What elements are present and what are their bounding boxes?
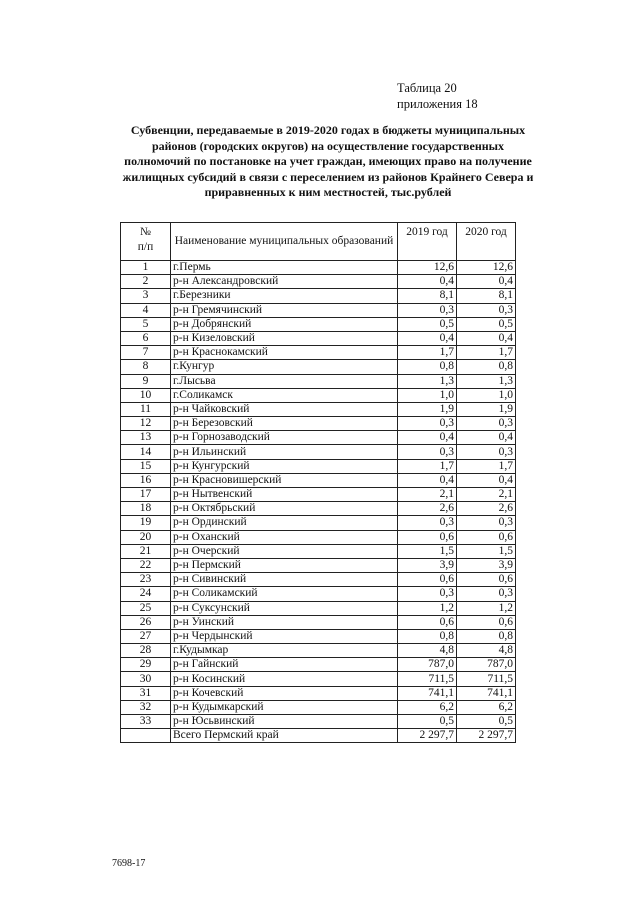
value-2020: 3,9 bbox=[457, 558, 516, 572]
appendix-number: приложения 18 bbox=[397, 97, 478, 111]
value-2019: 2,6 bbox=[398, 502, 457, 516]
value-2019: 1,2 bbox=[398, 601, 457, 615]
table-row bbox=[121, 587, 516, 601]
municipality-name: г.Березники bbox=[171, 289, 398, 303]
row-number: 19 bbox=[121, 516, 171, 530]
value-2020: 1,0 bbox=[457, 388, 516, 402]
value-2019: 1,0 bbox=[398, 388, 457, 402]
value-2019: 0,6 bbox=[398, 615, 457, 629]
municipality-name: г.Лысьва bbox=[171, 374, 398, 388]
municipality-name: г.Пермь bbox=[171, 261, 398, 275]
column-header-2020: 2020 год bbox=[457, 223, 516, 261]
value-2020: 2,1 bbox=[457, 488, 516, 502]
table-row bbox=[121, 289, 516, 303]
value-2020: 0,6 bbox=[457, 573, 516, 587]
row-number: 20 bbox=[121, 530, 171, 544]
municipality-name: р-н Кочевский bbox=[171, 686, 398, 700]
municipality-name: р-н Красновишерский bbox=[171, 473, 398, 487]
row-number: 27 bbox=[121, 629, 171, 643]
value-2019: 0,3 bbox=[398, 516, 457, 530]
municipality-name: р-н Октябрьский bbox=[171, 502, 398, 516]
value-2020: 0,3 bbox=[457, 303, 516, 317]
table-row bbox=[121, 502, 516, 516]
value-2020: 1,2 bbox=[457, 601, 516, 615]
municipality-name: р-н Юсьвинский bbox=[171, 715, 398, 729]
table-row bbox=[121, 459, 516, 473]
row-number: 29 bbox=[121, 658, 171, 672]
table-row bbox=[121, 644, 516, 658]
value-2019: 3,9 bbox=[398, 558, 457, 572]
row-number: 25 bbox=[121, 601, 171, 615]
value-2020: 0,4 bbox=[457, 431, 516, 445]
municipality-name: р-н Ординский bbox=[171, 516, 398, 530]
row-number: 28 bbox=[121, 644, 171, 658]
column-header-number: № п/п bbox=[121, 223, 171, 261]
row-number: 4 bbox=[121, 303, 171, 317]
table-row bbox=[121, 516, 516, 530]
document-title: Субвенции, передаваемые в 2019-2020 годах в бюджеты муниципальных районов (городских округов) на осуществление государственных полномочий по постановке на учет граждан, имеющих право на получение жилищных субсидий в связи с переселением из районов Крайнего Севера и приравненных к ним местностей, тыс.рублей bbox=[122, 123, 534, 199]
row-number: 18 bbox=[121, 502, 171, 516]
row-number: 30 bbox=[121, 672, 171, 686]
value-2019: 12,6 bbox=[398, 261, 457, 275]
row-number: 26 bbox=[121, 615, 171, 629]
value-2019: 1,7 bbox=[398, 346, 457, 360]
municipality-name: р-н Горнозаводский bbox=[171, 431, 398, 445]
value-2019: 1,5 bbox=[398, 544, 457, 558]
value-2020: 1,3 bbox=[457, 374, 516, 388]
table-row bbox=[121, 615, 516, 629]
row-number: 14 bbox=[121, 445, 171, 459]
row-number: 31 bbox=[121, 686, 171, 700]
row-number: 7 bbox=[121, 346, 171, 360]
value-2020: 0,5 bbox=[457, 317, 516, 331]
row-number: 9 bbox=[121, 374, 171, 388]
value-2019: 0,4 bbox=[398, 275, 457, 289]
value-2019: 0,4 bbox=[398, 331, 457, 345]
municipality-name: р-н Добрянский bbox=[171, 317, 398, 331]
table-row bbox=[121, 601, 516, 615]
value-2020: 0,3 bbox=[457, 516, 516, 530]
value-2020: 0,8 bbox=[457, 629, 516, 643]
document-code: 7698-17 bbox=[112, 858, 146, 869]
value-2020: 1,7 bbox=[457, 459, 516, 473]
row-number: 32 bbox=[121, 700, 171, 714]
column-header-2019: 2019 год bbox=[398, 223, 457, 261]
municipality-name: р-н Соликамский bbox=[171, 587, 398, 601]
value-2019: 711,5 bbox=[398, 672, 457, 686]
municipality-name: р-н Кунгурский bbox=[171, 459, 398, 473]
municipality-name: р-н Кудымкарский bbox=[171, 700, 398, 714]
table-header-row bbox=[121, 223, 516, 261]
row-number: 2 bbox=[121, 275, 171, 289]
value-2019: 0,8 bbox=[398, 360, 457, 374]
value-2020: 0,3 bbox=[457, 417, 516, 431]
table-row bbox=[121, 573, 516, 587]
table-row bbox=[121, 629, 516, 643]
value-2019: 2 297,7 bbox=[398, 729, 457, 743]
municipality-name: р-н Чердынский bbox=[171, 629, 398, 643]
table-row bbox=[121, 360, 516, 374]
value-2019: 6,2 bbox=[398, 700, 457, 714]
value-2020: 0,4 bbox=[457, 473, 516, 487]
value-2020: 0,8 bbox=[457, 360, 516, 374]
value-2020: 12,6 bbox=[457, 261, 516, 275]
value-2019: 1,7 bbox=[398, 459, 457, 473]
table-row bbox=[121, 275, 516, 289]
row-number: 33 bbox=[121, 715, 171, 729]
value-2019: 0,5 bbox=[398, 317, 457, 331]
value-2020: 2,6 bbox=[457, 502, 516, 516]
value-2019: 1,3 bbox=[398, 374, 457, 388]
value-2020: 0,5 bbox=[457, 715, 516, 729]
value-2019: 0,4 bbox=[398, 473, 457, 487]
municipality-name: р-н Гремячинский bbox=[171, 303, 398, 317]
value-2019: 8,1 bbox=[398, 289, 457, 303]
table-total-row bbox=[121, 729, 516, 743]
municipality-name: р-н Нытвенский bbox=[171, 488, 398, 502]
municipality-name: р-н Краснокамский bbox=[171, 346, 398, 360]
value-2020: 2 297,7 bbox=[457, 729, 516, 743]
table-row bbox=[121, 346, 516, 360]
municipality-name: г.Соликамск bbox=[171, 388, 398, 402]
row-number: 15 bbox=[121, 459, 171, 473]
value-2019: 0,6 bbox=[398, 573, 457, 587]
value-2019: 0,4 bbox=[398, 431, 457, 445]
table-row bbox=[121, 558, 516, 572]
value-2019: 0,5 bbox=[398, 715, 457, 729]
value-2019: 0,3 bbox=[398, 417, 457, 431]
value-2020: 6,2 bbox=[457, 700, 516, 714]
table-row bbox=[121, 431, 516, 445]
table-row bbox=[121, 544, 516, 558]
value-2020: 787,0 bbox=[457, 658, 516, 672]
value-2019: 0,3 bbox=[398, 445, 457, 459]
municipality-name: р-н Гайнский bbox=[171, 658, 398, 672]
value-2020: 4,8 bbox=[457, 644, 516, 658]
table-row bbox=[121, 530, 516, 544]
row-number: 6 bbox=[121, 331, 171, 345]
row-number: 13 bbox=[121, 431, 171, 445]
table-reference bbox=[397, 80, 478, 112]
row-number bbox=[121, 729, 171, 743]
table-row bbox=[121, 700, 516, 714]
municipality-name: г.Кунгур bbox=[171, 360, 398, 374]
table-number: Таблица 20 bbox=[397, 81, 457, 95]
value-2019: 0,8 bbox=[398, 629, 457, 643]
value-2020: 711,5 bbox=[457, 672, 516, 686]
value-2020: 1,7 bbox=[457, 346, 516, 360]
municipality-name: р-н Чайковский bbox=[171, 402, 398, 416]
municipality-name: р-н Березовский bbox=[171, 417, 398, 431]
value-2020: 0,4 bbox=[457, 331, 516, 345]
row-number: 5 bbox=[121, 317, 171, 331]
row-number: 23 bbox=[121, 573, 171, 587]
value-2020: 8,1 bbox=[457, 289, 516, 303]
municipality-name: г.Кудымкар bbox=[171, 644, 398, 658]
table-row bbox=[121, 402, 516, 416]
table-row bbox=[121, 374, 516, 388]
table-row bbox=[121, 388, 516, 402]
value-2020: 0,4 bbox=[457, 275, 516, 289]
value-2020: 1,5 bbox=[457, 544, 516, 558]
row-number: 21 bbox=[121, 544, 171, 558]
municipality-name: р-н Александровский bbox=[171, 275, 398, 289]
row-number: 22 bbox=[121, 558, 171, 572]
value-2019: 2,1 bbox=[398, 488, 457, 502]
row-number: 10 bbox=[121, 388, 171, 402]
row-number: 3 bbox=[121, 289, 171, 303]
value-2019: 4,8 bbox=[398, 644, 457, 658]
value-2020: 0,3 bbox=[457, 445, 516, 459]
value-2019: 0,6 bbox=[398, 530, 457, 544]
row-number: 16 bbox=[121, 473, 171, 487]
value-2020: 0,6 bbox=[457, 615, 516, 629]
municipality-name: р-н Кизеловский bbox=[171, 331, 398, 345]
value-2019: 1,9 bbox=[398, 402, 457, 416]
table-row bbox=[121, 686, 516, 700]
table-row bbox=[121, 331, 516, 345]
value-2019: 0,3 bbox=[398, 303, 457, 317]
table-row bbox=[121, 658, 516, 672]
row-number: 1 bbox=[121, 261, 171, 275]
value-2019: 787,0 bbox=[398, 658, 457, 672]
table-row bbox=[121, 473, 516, 487]
municipality-name: р-н Сивинский bbox=[171, 573, 398, 587]
row-number: 17 bbox=[121, 488, 171, 502]
value-2020: 0,3 bbox=[457, 587, 516, 601]
table-row bbox=[121, 488, 516, 502]
table-row bbox=[121, 317, 516, 331]
municipality-name: р-н Суксунский bbox=[171, 601, 398, 615]
row-number: 12 bbox=[121, 417, 171, 431]
value-2019: 0,3 bbox=[398, 587, 457, 601]
row-number: 8 bbox=[121, 360, 171, 374]
subsidies-table bbox=[120, 222, 516, 743]
table-row bbox=[121, 445, 516, 459]
municipality-name: р-н Очерский bbox=[171, 544, 398, 558]
table-row bbox=[121, 715, 516, 729]
value-2020: 1,9 bbox=[457, 402, 516, 416]
table-row bbox=[121, 261, 516, 275]
row-number: 11 bbox=[121, 402, 171, 416]
municipality-name: р-н Оханский bbox=[171, 530, 398, 544]
table-row bbox=[121, 303, 516, 317]
row-number: 24 bbox=[121, 587, 171, 601]
municipality-name: р-н Ильинский bbox=[171, 445, 398, 459]
value-2020: 741,1 bbox=[457, 686, 516, 700]
municipality-name: р-н Пермский bbox=[171, 558, 398, 572]
value-2019: 741,1 bbox=[398, 686, 457, 700]
municipality-name: р-н Косинский bbox=[171, 672, 398, 686]
value-2020: 0,6 bbox=[457, 530, 516, 544]
table-row bbox=[121, 417, 516, 431]
municipality-name: Всего Пермский край bbox=[171, 729, 398, 743]
table-row bbox=[121, 672, 516, 686]
column-header-name: Наименование муниципальных образований bbox=[171, 223, 398, 261]
municipality-name: р-н Уинский bbox=[171, 615, 398, 629]
